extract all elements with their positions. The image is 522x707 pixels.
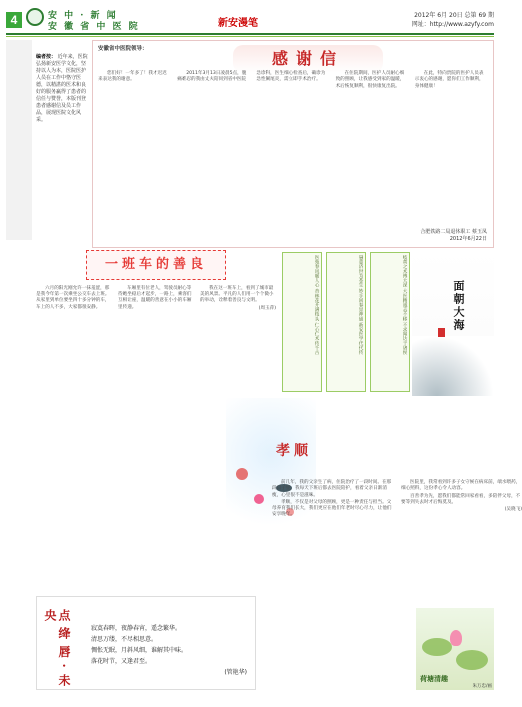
- article-paragraph: 百善孝为先，愿我们都能常回家看看，多陪伴父母，不要等到失去时才后悔莫及。: [401, 493, 521, 505]
- lotus-flower-icon: [450, 630, 462, 646]
- article-yiban-title: 一班车的善良: [104, 257, 207, 272]
- letter-title-banner: [233, 45, 383, 73]
- letter-signature: [420, 229, 487, 243]
- poem-title: 点 绛 唇 · 未 央: [43, 609, 71, 687]
- article-yiban-title-box: [86, 250, 226, 280]
- lotus-leaf-icon: [422, 638, 452, 656]
- lotus-leaf-icon: [456, 650, 488, 670]
- article-paragraph: 医院里，我常看到许多子女守候在病床前，端水喂药，细心照料，这份孝心令人动容。: [401, 480, 521, 492]
- poem-author: (管艳华): [224, 669, 247, 676]
- website-link[interactable]: 网址：http://www.azyfy.com: [411, 21, 494, 28]
- section-title: 新安漫笔: [218, 18, 258, 29]
- article-author: (吴晓飞): [504, 507, 522, 513]
- editor-note-text: 近年来，医院弘扬新安医学文化，坚持以人为本，医院医护人员在工作中恪守医德，以精湛的医术和良好的服务赢得了患者的信任与赞誉，本版刊登患者感谢信及员工作品，展现医院文化风采。: [36, 54, 88, 123]
- letter-body: [98, 71, 488, 241]
- poem-line: 寂寞春晖，夜静春宵，遥念繁华。: [91, 625, 182, 632]
- article-paragraph: 我在这一班车上，看到了城市最美的风景。平凡的人们用一个个微小的举动，诠释着善良与文明。: [200, 286, 274, 304]
- letter-paragraph: 2011年3月13日凌晨5点，腹痛难忍的我由丈夫陪同到省中医院急诊科，医生细心检查后，确诊为急性阑尾炎，需立即手术治疗。: [177, 71, 326, 83]
- poems-column: [282, 248, 412, 398]
- issue-date: 2012年 6月 20日 总第 69 期: [414, 12, 494, 19]
- lotus-caption: 荷塘清趣: [420, 674, 448, 683]
- page-header: [6, 8, 494, 32]
- article-paragraph: 车厢里有位老人，驾驶员耐心等待她坐稳后才起步，一路上，乘客们互相让座，温暖的善意在小小的车厢里传递。: [118, 286, 192, 310]
- editor-note-title: 编者按：: [36, 54, 57, 60]
- masthead-title: 安 中 · 新 闻: [48, 11, 118, 21]
- calligraphy-text: 面朝大海: [452, 280, 465, 332]
- letter-title: 感谢信: [271, 49, 344, 68]
- poem-box: 岐黄之术博大深 大医精诚志不移 不求闻达于诸侯: [370, 252, 410, 392]
- article-author: (周玉萍): [258, 305, 276, 311]
- thanks-letter-article: [92, 40, 494, 248]
- letter-signer: 合肥铁路二局退休职工 蔡玉凤: [420, 229, 487, 235]
- hospital-logo-icon: [26, 8, 44, 26]
- letter-paragraph: 您们好！一年多了！我才迟迟来表达我的谢意。: [98, 71, 167, 83]
- header-divider: [6, 33, 494, 35]
- flower-icon: [254, 494, 264, 504]
- masthead-subtitle: 安 徽 省 中 医 院: [48, 22, 140, 32]
- letter-paragraph: 在此，特向贵院的医护人员表示衷心的感谢，愿你们工作顺利，身体健康！: [414, 71, 484, 89]
- poem-box: 医苑春风暖人心 杏林花开满枝头 仁心仁术传千古: [282, 252, 322, 392]
- letter-paragraph: 在住院期间，医护人员耐心细致的照顾，让我感受到家的温暖，术后恢复顺利，很快康复出院。: [335, 71, 405, 89]
- letter-salutation: 安徽省中医院领导：: [98, 46, 148, 52]
- poem-box: 悬壶济世为苍生 妙手回春显神通 新安医学代代传: [326, 252, 366, 392]
- editor-note-column: [36, 40, 92, 240]
- calligraphy-painting: [412, 250, 494, 396]
- lotus-painting: [416, 608, 494, 690]
- poem-lines: [91, 623, 251, 678]
- article-paragraph: 六月的阳光刚允许一抹羞涩，那是我今年第一次乘坐公交车去上班。从家里到单位要坐四十多分钟的车，车上的人不多，大家都很安静。: [36, 286, 110, 310]
- article-xiaoshun-title: 孝顺: [276, 443, 312, 459]
- header-divider-thin: [6, 36, 494, 37]
- article-paragraph: 孝顺，不仅是对父母的照顾，更是一种责任与担当。父母养育我们长大，我们更应在他们年老时尽心尽力，让他们安享晚年。: [272, 499, 392, 518]
- flower-icon: [236, 468, 248, 480]
- lotus-author: 朱万忠/画: [472, 684, 492, 689]
- article-paragraph: 前几年，我的父亲生了病，住院治疗了一段时间。在那段日子里，我每天下班后都去医院陪护，看着父亲日渐消瘦，心里很不是滋味。: [272, 480, 392, 498]
- page-number: 4: [6, 12, 22, 28]
- poem-dianjiangchun: [36, 596, 256, 690]
- mountain-wash: [412, 336, 494, 396]
- letter-date: 2012年6月22日: [449, 236, 487, 242]
- side-bar: [6, 40, 32, 240]
- poem-line: 落花时节，又逢君至。: [91, 658, 152, 665]
- poem-line: 惆怅无眠，月斜风细，谁解其中味。: [91, 647, 188, 654]
- poem-line: 清思万缕，不尽相思意。: [91, 636, 158, 643]
- seal-stamp-icon: [438, 328, 445, 337]
